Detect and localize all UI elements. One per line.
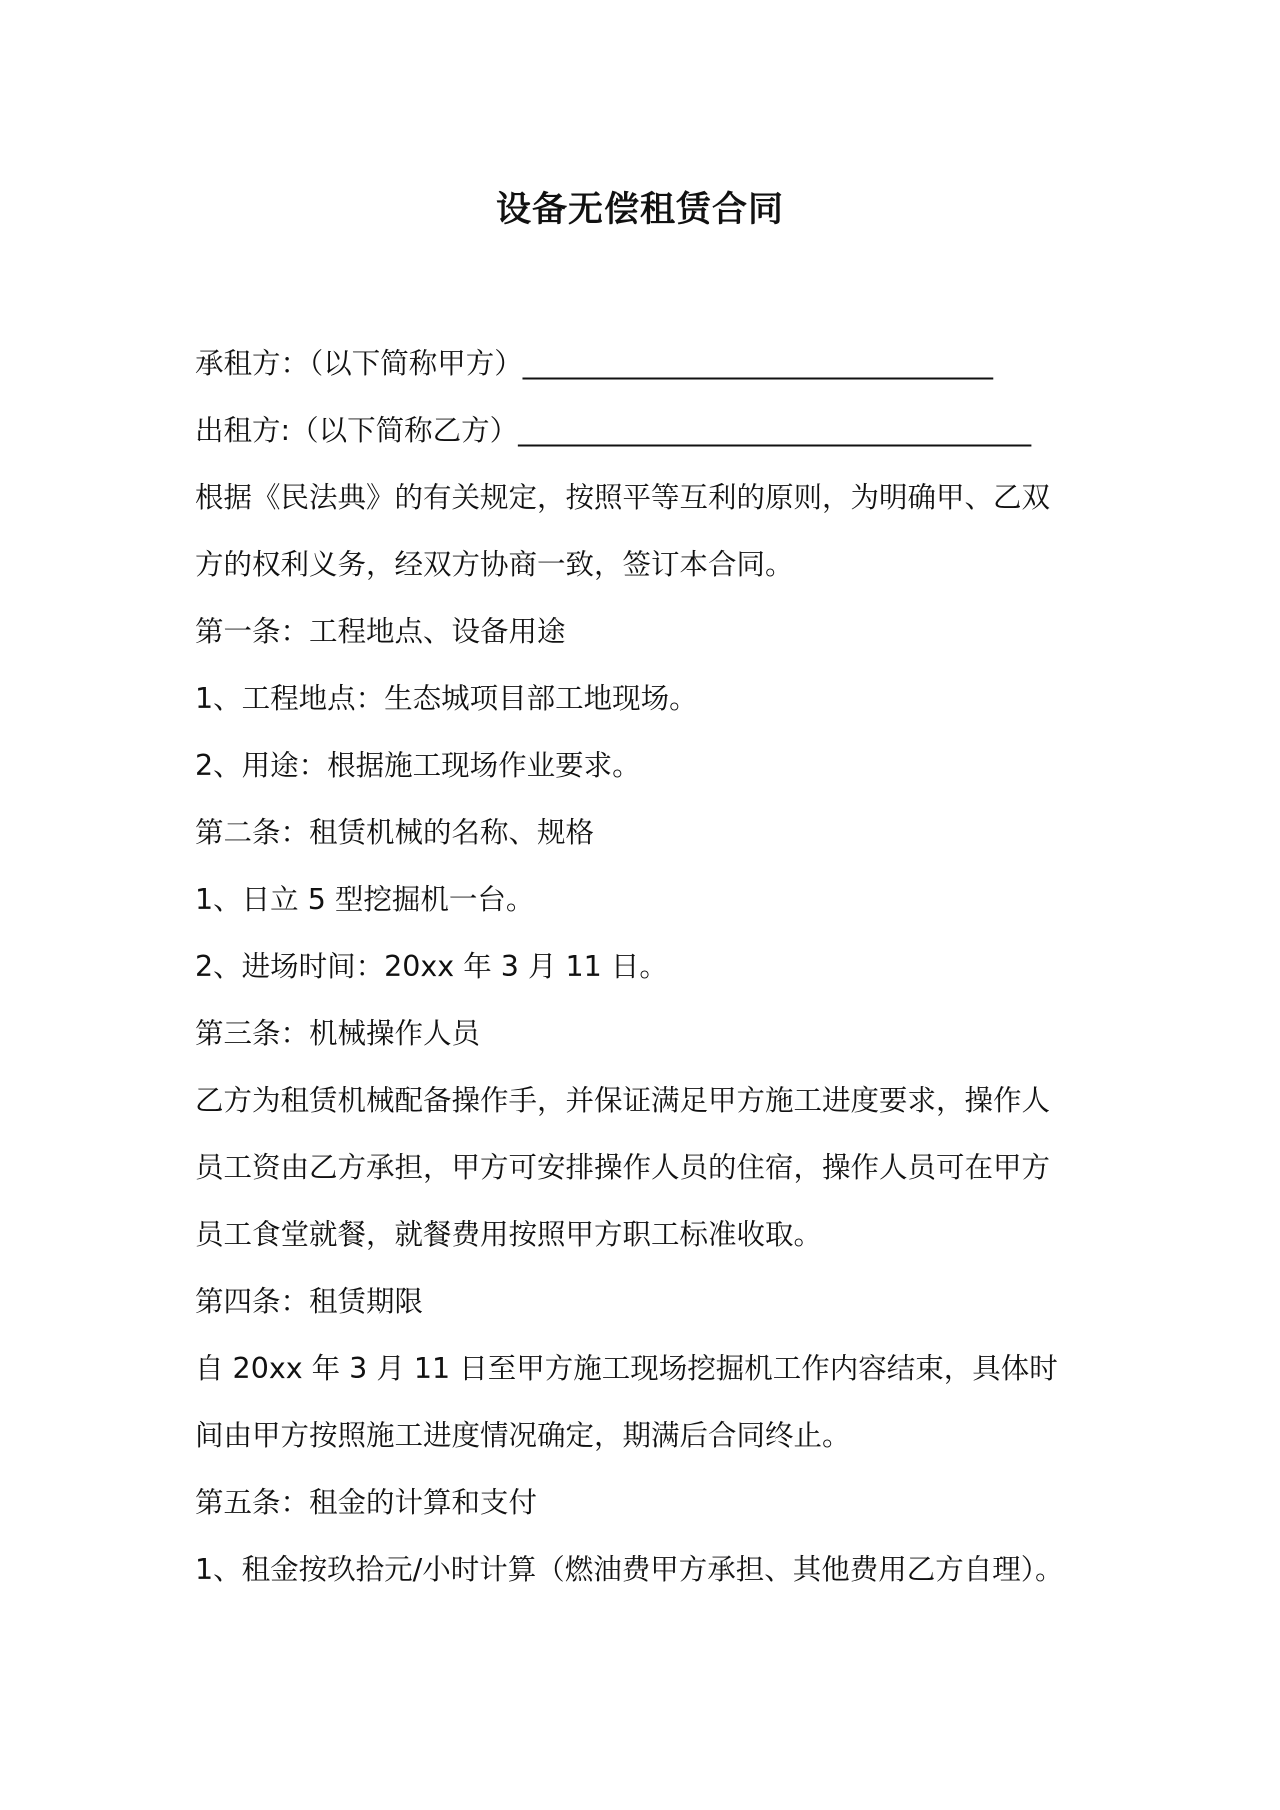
article-4-text-line-1: 自 20xx 年 3 月 11 日至甲方施工现场挖掘机工作内容结束，具体时: [195, 1352, 1058, 1385]
lessee-line: 承租方：（以下简称甲方）_________________________________: [195, 347, 994, 380]
document-title: 设备无偿租赁合同: [495, 190, 784, 230]
article-5-item-1: 1、租金按玖拾元/小时计算（燃油费甲方承担、其他费用乙方自理）。: [195, 1553, 1064, 1586]
article-1-heading: 第一条：工程地点、设备用途: [195, 615, 566, 648]
lessor-line: 出租方:（以下简称乙方）____________________________________: [195, 414, 1032, 447]
article-4-heading: 第四条：租赁期限: [195, 1285, 424, 1318]
article-5-heading: 第五条：租金的计算和支付: [195, 1486, 538, 1519]
article-3-text-line-2: 员工资由乙方承担，甲方可安排操作人员的住宿，操作人员可在甲方: [195, 1151, 1051, 1184]
article-4-text-line-2: 间由甲方按照施工进度情况确定，期满后合同终止。: [195, 1419, 851, 1452]
article-3-text-line-3: 员工食堂就餐，就餐费用按照甲方职工标准收取。: [195, 1218, 823, 1251]
contract-body: [195, 330, 1095, 1603]
article-3-heading: 第三条：机械操作人员: [195, 1017, 481, 1050]
article-1-item-2: 2、用途：根据施工现场作业要求。: [195, 749, 641, 782]
preamble-line-2: 方的权利义务，经双方协商一致，签订本合同。: [195, 548, 794, 581]
article-2-item-2: 2、进场时间：20xx 年 3 月 11 日。: [195, 950, 668, 983]
article-3-text-line-1: 乙方为租赁机械配备操作手，并保证满足甲方施工进度要求，操作人: [195, 1084, 1051, 1117]
article-2-item-1: 1、日立 5 型挖掘机一台。: [195, 883, 535, 916]
article-2-heading: 第二条：租赁机械的名称、规格: [195, 816, 595, 849]
preamble-line-1: 根据《民法典》的有关规定，按照平等互利的原则，为明确甲、乙双: [195, 481, 1051, 514]
article-1-item-1: 1、工程地点：生态城项目部工地现场。: [195, 682, 698, 715]
